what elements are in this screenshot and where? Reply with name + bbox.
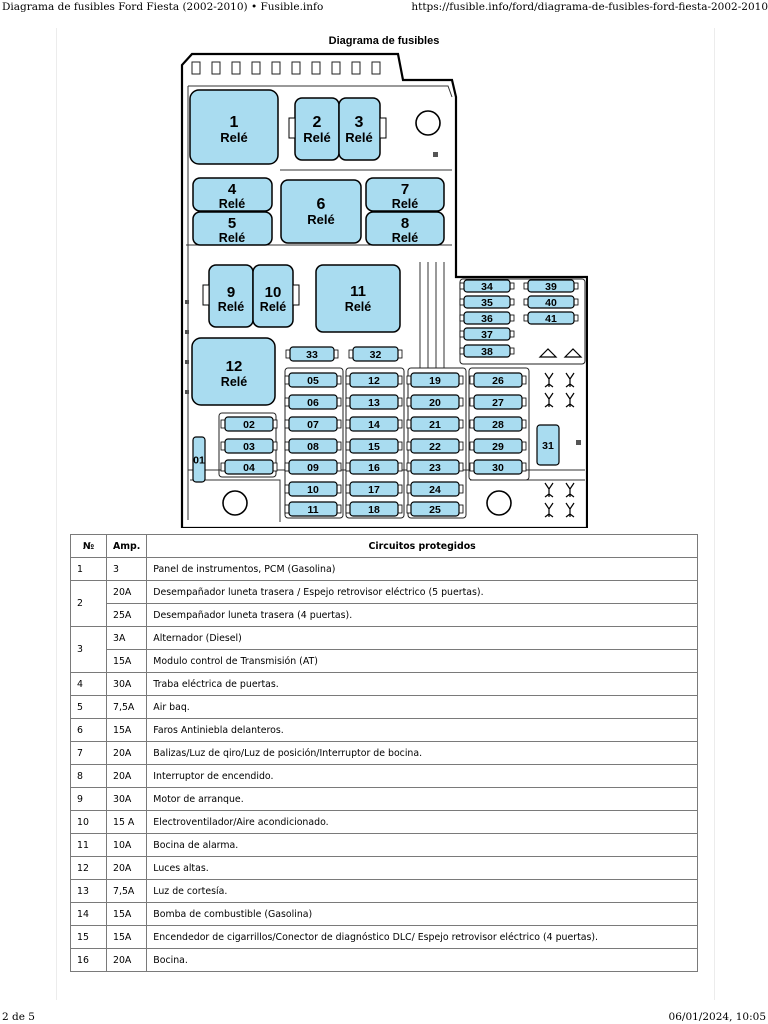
cell-amperage: 30A — [107, 673, 147, 696]
fuse-33 — [286, 347, 338, 361]
cell-amperage: 15A — [107, 926, 147, 949]
fuse-29 — [470, 439, 526, 453]
svg-text:3: 3 — [354, 114, 364, 131]
table-row — [71, 857, 698, 880]
cell-amperage: 15A — [107, 650, 147, 673]
cell-amperage: 20A — [107, 857, 147, 880]
fuse-label: 01 — [193, 454, 205, 467]
fuse-label: 37 — [481, 329, 493, 341]
fuse-34 — [460, 280, 514, 293]
fuse-31 — [537, 425, 559, 465]
fuse-label: 21 — [429, 419, 441, 431]
cell-circuit: Balizas/Luz de qiro/Luz de posición/Interruptor de bocina. — [147, 742, 698, 765]
cell-amperage: 20A — [107, 765, 147, 788]
fuse-label: 06 — [307, 397, 319, 409]
fuse-label: 07 — [307, 419, 319, 431]
svg-text:Relé: Relé — [345, 130, 373, 145]
fuse-label: 29 — [492, 441, 504, 453]
cell-circuit: Faros Antiniebla delanteros. — [147, 719, 698, 742]
cell-amperage: 10A — [107, 834, 147, 857]
fuse-26 — [470, 373, 526, 387]
fuse-label: 40 — [545, 297, 557, 309]
table-row — [71, 650, 698, 673]
table-row — [71, 604, 698, 627]
table-row — [71, 903, 698, 926]
fuse-17 — [346, 482, 402, 496]
fuse-label: 25 — [429, 504, 441, 516]
cell-circuit: Desempañador luneta trasera / Espejo retrovisor eléctrico (5 puertas). — [147, 581, 698, 604]
fuse-box-diagram — [178, 50, 588, 528]
table-header-row — [71, 535, 698, 558]
svg-text:12: 12 — [225, 358, 243, 375]
svg-text:2: 2 — [312, 114, 322, 131]
fuse-01 — [193, 437, 205, 482]
table-row — [71, 765, 698, 788]
cell-circuit: Luz de cortesía. — [147, 880, 698, 903]
svg-text:8: 8 — [400, 215, 410, 232]
cell-fuse-number: 4 — [71, 673, 107, 696]
column-header-number: № — [71, 535, 107, 558]
cell-fuse-number: 2 — [71, 581, 107, 627]
table-row — [71, 880, 698, 903]
table-row — [71, 696, 698, 719]
cell-circuit: Modulo control de Transmisión (AT) — [147, 650, 698, 673]
fuse-41 — [524, 312, 578, 325]
fuse-label: 12 — [368, 375, 380, 387]
cell-fuse-number: 14 — [71, 903, 107, 926]
cell-circuit: Alternador (Diesel) — [147, 627, 698, 650]
cell-circuit: Bomba de combustible (Gasolina) — [147, 903, 698, 926]
fuse-label: 24 — [429, 484, 441, 496]
svg-text:Relé: Relé — [307, 212, 335, 227]
fuse-28 — [470, 417, 526, 431]
cell-circuit: Air baq. — [147, 696, 698, 719]
table-row — [71, 627, 698, 650]
fuse-40 — [524, 296, 578, 309]
svg-text:Relé: Relé — [259, 300, 287, 314]
cell-circuit: Desempañador luneta trasera (4 puertas). — [147, 604, 698, 627]
cell-amperage: 7,5A — [107, 880, 147, 903]
cell-fuse-number: 3 — [71, 627, 107, 673]
fuse-23 — [407, 460, 463, 474]
svg-text:Relé: Relé — [220, 375, 248, 389]
print-datetime: 06/01/2024, 10:05 — [668, 1011, 766, 1023]
cell-amperage: 15A — [107, 719, 147, 742]
cell-circuit: Bocina de alarma. — [147, 834, 698, 857]
cell-amperage: 20A — [107, 949, 147, 972]
print-footer — [0, 1011, 768, 1024]
fuse-11 — [285, 502, 341, 516]
svg-text:Relé: Relé — [217, 300, 245, 314]
fuse-21 — [407, 417, 463, 431]
svg-text:Relé: Relé — [218, 197, 246, 211]
fuse-18 — [346, 502, 402, 516]
column-header-amperage: Amp. — [107, 535, 147, 558]
cell-fuse-number: 13 — [71, 880, 107, 903]
cell-fuse-number: 11 — [71, 834, 107, 857]
fuse-label: 11 — [307, 504, 319, 516]
svg-text:7: 7 — [400, 181, 410, 198]
fuse-37 — [460, 328, 514, 341]
cell-amperage: 20A — [107, 742, 147, 765]
page-title: Diagrama de fusibles Ford Fiesta (2002-2010) • Fusible.info — [2, 1, 324, 13]
fuse-label: 18 — [368, 504, 380, 516]
fuse-38 — [460, 345, 514, 358]
fuse-label: 35 — [481, 297, 493, 309]
fuse-36 — [460, 312, 514, 325]
svg-text:11: 11 — [350, 283, 366, 300]
fuse-12 — [346, 373, 402, 387]
svg-text:Relé: Relé — [344, 300, 372, 314]
fuse-09 — [285, 460, 341, 474]
cell-fuse-number: 9 — [71, 788, 107, 811]
fuse-label: 28 — [492, 419, 504, 431]
fuse-label: 41 — [545, 313, 557, 325]
cell-fuse-number: 15 — [71, 926, 107, 949]
fuse-label: 26 — [492, 375, 504, 387]
fuse-label: 30 — [492, 462, 504, 474]
fuse-label: 16 — [368, 462, 380, 474]
fuse-19 — [407, 373, 463, 387]
svg-text:4: 4 — [227, 181, 237, 198]
fuse-label: 22 — [429, 441, 441, 453]
fuse-label: 09 — [307, 462, 319, 474]
diagram-title: Diagrama de fusibles — [328, 35, 440, 47]
cell-circuit: Motor de arranque. — [147, 788, 698, 811]
table-row — [71, 673, 698, 696]
fuse-39 — [524, 280, 578, 293]
print-header — [0, 0, 768, 14]
table-body — [71, 558, 698, 972]
fuse-06 — [285, 395, 341, 409]
cell-circuit: Electroventilador/Aire acondicionado. — [147, 811, 698, 834]
svg-text:Relé: Relé — [220, 130, 248, 145]
fuse-label: 02 — [243, 419, 255, 431]
fuse-16 — [346, 460, 402, 474]
fuse-label: 14 — [368, 419, 380, 431]
fuse-label: 36 — [481, 313, 493, 325]
page-number: 2 de 5 — [2, 1011, 35, 1023]
fuse-07 — [285, 417, 341, 431]
cell-amperage: 7,5A — [107, 696, 147, 719]
cell-amperage: 15A — [107, 903, 147, 926]
fuse-label: 32 — [369, 349, 382, 361]
fuse-label: 38 — [481, 346, 493, 358]
fuse-05 — [285, 373, 341, 387]
cell-fuse-number: 7 — [71, 742, 107, 765]
fuse-04 — [221, 460, 277, 474]
fuse-14 — [346, 417, 402, 431]
fuse-15 — [346, 439, 402, 453]
fuse-35 — [460, 296, 514, 309]
column-header-circuits: Circuitos protegidos — [147, 535, 698, 558]
fuse-label: 31 — [542, 440, 554, 452]
svg-text:5: 5 — [227, 215, 237, 232]
fuse-label: 27 — [492, 397, 504, 409]
fuse-label: 19 — [429, 375, 441, 387]
fuse-label: 33 — [306, 349, 318, 361]
fuse-label: 04 — [243, 462, 255, 474]
cell-fuse-number: 8 — [71, 765, 107, 788]
fuse-label: 15 — [368, 441, 380, 453]
fuse-label: 23 — [429, 462, 441, 474]
table-row — [71, 949, 698, 972]
cell-amperage: 3A — [107, 627, 147, 650]
cell-circuit: Panel de instrumentos, PCM (Gasolina) — [147, 558, 698, 581]
fuse-label: 03 — [243, 441, 255, 453]
fuse-08 — [285, 439, 341, 453]
page-url[interactable]: https://fusible.info/ford/diagrama-de-fusibles-ford-fiesta-2002-2010 — [411, 1, 768, 13]
table-row — [71, 811, 698, 834]
fuse-24 — [407, 482, 463, 496]
fuse-02 — [221, 417, 277, 431]
fuse-10 — [285, 482, 341, 496]
cell-fuse-number: 1 — [71, 558, 107, 581]
fuse-label: 13 — [368, 397, 380, 409]
table-row — [71, 719, 698, 742]
svg-text:Relé: Relé — [303, 130, 331, 145]
cell-circuit: Traba eléctrica de puertas. — [147, 673, 698, 696]
cell-amperage: 30A — [107, 788, 147, 811]
fuse-32 — [349, 347, 402, 361]
fuse-25 — [407, 502, 463, 516]
table-row — [71, 788, 698, 811]
fuse-30 — [470, 460, 526, 474]
cell-fuse-number: 6 — [71, 719, 107, 742]
cell-circuit: Encendedor de cigarrillos/Conector de diagnóstico DLC/ Espejo retrovisor eléctrico (4 puertas). — [147, 926, 698, 949]
fuse-table — [70, 534, 698, 972]
cell-amperage: 25A — [107, 604, 147, 627]
svg-text:10: 10 — [264, 284, 282, 301]
fuse-label: 08 — [307, 441, 319, 453]
cell-circuit: Luces altas. — [147, 857, 698, 880]
fuse-label: 17 — [368, 484, 380, 496]
svg-text:Relé: Relé — [391, 231, 419, 245]
fuse-label: 39 — [545, 281, 557, 293]
cell-fuse-number: 12 — [71, 857, 107, 880]
svg-text:1: 1 — [229, 114, 239, 131]
cell-circuit: Bocina. — [147, 949, 698, 972]
cell-circuit: Interruptor de encendido. — [147, 765, 698, 788]
fuse-label: 10 — [307, 484, 319, 496]
fuse-20 — [407, 395, 463, 409]
fuse-22 — [407, 439, 463, 453]
cell-fuse-number: 16 — [71, 949, 107, 972]
cell-amperage: 15 A — [107, 811, 147, 834]
cell-amperage: 20A — [107, 581, 147, 604]
fuse-label: 20 — [429, 397, 441, 409]
cell-fuse-number: 10 — [71, 811, 107, 834]
cell-fuse-number: 5 — [71, 696, 107, 719]
table-row — [71, 581, 698, 604]
table-row — [71, 834, 698, 857]
fuse-27 — [470, 395, 526, 409]
fuse-label: 34 — [481, 281, 493, 293]
table-row — [71, 926, 698, 949]
table-row — [71, 558, 698, 581]
cell-amperage: 3 — [107, 558, 147, 581]
svg-text:6: 6 — [316, 196, 326, 213]
fuse-03 — [221, 439, 277, 453]
table-row — [71, 742, 698, 765]
svg-text:9: 9 — [226, 284, 236, 301]
svg-text:Relé: Relé — [391, 197, 419, 211]
fuse-13 — [346, 395, 402, 409]
fuse-label: 05 — [307, 375, 319, 387]
svg-text:Relé: Relé — [218, 231, 246, 245]
